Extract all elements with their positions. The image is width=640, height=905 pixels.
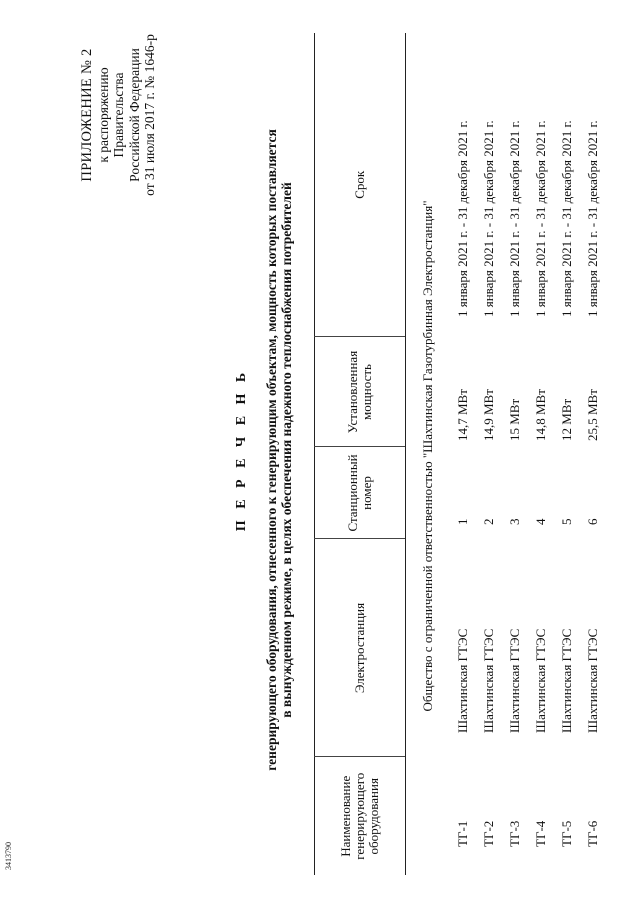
cell-power-station: Шахтинская ГТЭС <box>507 628 522 733</box>
cell-period: 1 января 2021 г. - 31 декабря 2021 г. <box>455 120 470 317</box>
header-station-number: Станционный номер <box>315 447 406 539</box>
equipment-table <box>314 33 606 875</box>
cell-station-number: 4 <box>533 518 548 525</box>
appendix-line-2: Российской Федерации <box>126 48 142 182</box>
cell-period: 1 января 2021 г. - 31 декабря 2021 г. <box>481 120 496 317</box>
organization-name: Общество с ограниченной ответственностью "Шахтинская Газотурбинная Электростанция" <box>420 200 435 712</box>
table-row <box>554 33 580 875</box>
appendix-block <box>80 25 158 205</box>
table-row <box>528 33 554 875</box>
cell-equipment-name: ТГ-3 <box>507 820 522 847</box>
cell-installed-capacity: 25,5 МВт <box>585 389 600 441</box>
cell-station-number: 1 <box>455 518 470 525</box>
cell-power-station: Шахтинская ГТЭС <box>585 628 600 733</box>
title-line-1: генерирующего оборудования, отнесенного к генерирующим объектам, мощность которых поставляется <box>264 129 279 771</box>
organization-row <box>406 33 451 875</box>
appendix-line-3: от 31 июля 2017 г. № 1646-р <box>142 34 157 196</box>
cell-installed-capacity: 15 МВт <box>507 398 522 441</box>
cell-period: 1 января 2021 г. - 31 декабря 2021 г. <box>585 120 600 317</box>
cell-power-station: Шахтинская ГТЭС <box>559 628 574 733</box>
table-row <box>450 33 476 875</box>
table-header-row <box>315 33 406 875</box>
table-row <box>502 33 528 875</box>
appendix-heading: ПРИЛОЖЕНИЕ № 2 <box>79 48 95 182</box>
cell-equipment-name: ТГ-6 <box>585 820 600 847</box>
document-title <box>234 55 294 845</box>
cell-power-station: Шахтинская ГТЭС <box>455 628 470 733</box>
cell-installed-capacity: 14,7 МВт <box>455 389 470 441</box>
appendix-line-1: к распоряжению Правительства <box>95 67 126 163</box>
page-number: 3413790 <box>4 842 13 870</box>
cell-period: 1 января 2021 г. - 31 декабря 2021 г. <box>507 120 522 317</box>
table-row <box>476 33 502 875</box>
cell-equipment-name: ТГ-2 <box>481 820 496 847</box>
cell-equipment-name: ТГ-5 <box>559 820 574 847</box>
title-main: П Е Р Е Ч Е Н Ь <box>234 368 249 532</box>
table-row <box>580 33 606 875</box>
cell-power-station: Шахтинская ГТЭС <box>533 628 548 733</box>
cell-power-station: Шахтинская ГТЭС <box>481 628 496 733</box>
cell-installed-capacity: 12 МВт <box>559 398 574 441</box>
cell-station-number: 3 <box>507 518 522 525</box>
cell-equipment-name: ТГ-1 <box>455 820 470 847</box>
cell-station-number: 6 <box>585 518 600 525</box>
cell-station-number: 5 <box>559 518 574 525</box>
cell-station-number: 2 <box>481 518 496 525</box>
cell-period: 1 января 2021 г. - 31 декабря 2021 г. <box>533 120 548 317</box>
header-period: Срок <box>315 33 406 337</box>
header-power-station: Электростанция <box>315 539 406 757</box>
cell-period: 1 января 2021 г. - 31 декабря 2021 г. <box>559 120 574 317</box>
header-installed-capacity: Установленная мощность <box>315 337 406 447</box>
cell-installed-capacity: 14,8 МВт <box>533 389 548 441</box>
cell-installed-capacity: 14,9 МВт <box>481 389 496 441</box>
header-equipment-name: Наименование генерирующего оборудования <box>315 757 406 875</box>
title-line-2: в вынужденном режиме, в целях обеспечения надежного теплоснабжения потребителей <box>279 182 294 718</box>
cell-equipment-name: ТГ-4 <box>533 820 548 847</box>
